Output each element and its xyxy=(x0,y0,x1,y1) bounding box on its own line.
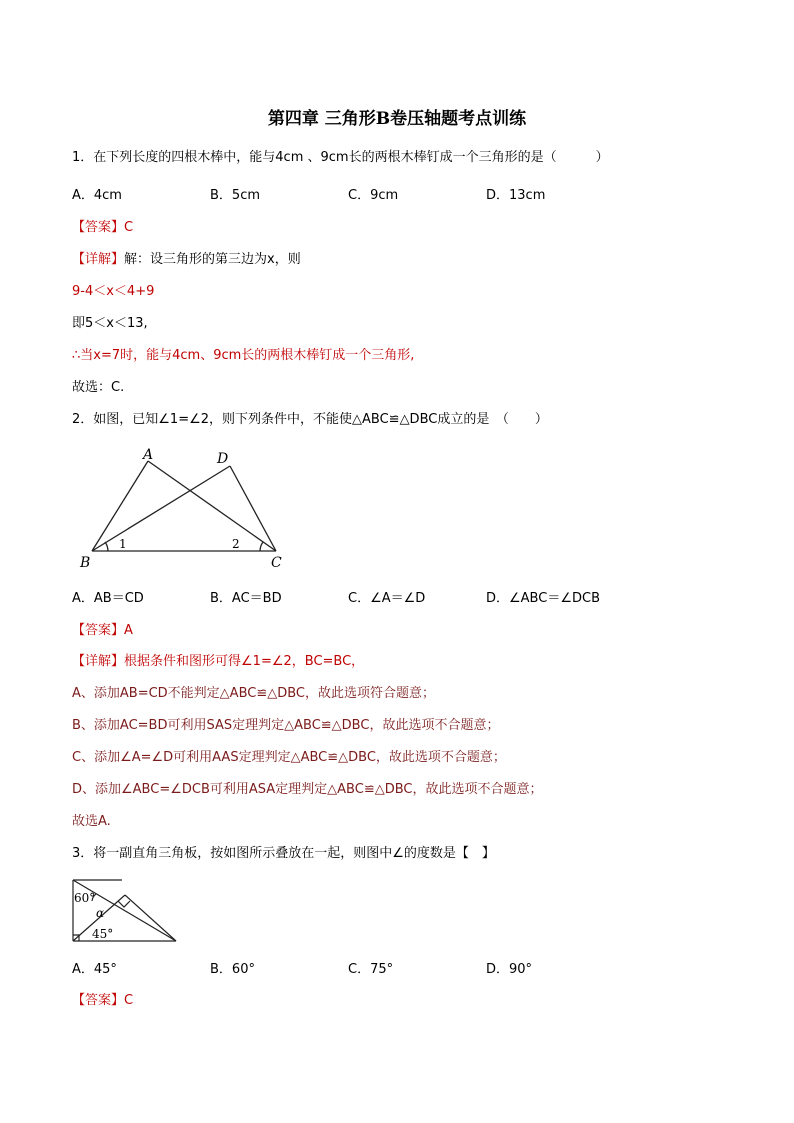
q2-angle-1-arc xyxy=(105,542,108,551)
q3-label-45: 45° xyxy=(92,927,114,941)
q1-option-c: C．9cm xyxy=(348,188,399,203)
q1-answer-value: C xyxy=(124,220,134,235)
q3-label-60: 60° xyxy=(74,891,96,905)
q1-detail-line-3: 即5＜x＜13, xyxy=(72,316,148,331)
q3-label-alpha: α xyxy=(96,906,105,920)
q2-triangle-figure xyxy=(72,440,302,575)
q2-label-c: C xyxy=(271,555,282,571)
q2-detail-line-6: 故选A. xyxy=(72,814,111,829)
q2-label-a: A xyxy=(143,447,154,463)
q3-set-squares-figure xyxy=(70,874,182,946)
q2-answer xyxy=(72,622,133,640)
q2-label-angle-2: 2 xyxy=(232,537,240,551)
q1-option-d: D．13cm xyxy=(486,188,546,203)
q2-label-angle-1: 1 xyxy=(119,537,127,551)
q3-answer-tag: 【答案】 xyxy=(72,993,125,1008)
q2-option-b: B．AC＝BD xyxy=(210,591,282,606)
q2-detail-line-4: C、添加∠A=∠D可利用AAS定理判定△ABC≌△DBC，故此选项不合题意； xyxy=(72,750,506,765)
q3-option-b: B．60° xyxy=(210,962,255,977)
q3-option-d: D．90° xyxy=(486,962,533,977)
q2-label-d: D xyxy=(217,451,229,467)
q1-option-b: B．5cm xyxy=(210,188,261,203)
q1-detail-line-2: 9-4＜x＜4+9 xyxy=(72,284,155,299)
q1-answer xyxy=(72,219,133,237)
q2-option-a: A．AB＝CD xyxy=(72,591,144,606)
q2-detail-tag: 【详解】 xyxy=(72,654,125,669)
q3-short-edge xyxy=(125,895,176,941)
page-title: 第四章 三角形B卷压轴题考点训练 xyxy=(267,109,527,129)
q2-stem: 2．如图，已知∠1=∠2，则下列条件中，不能使△ABC≌△DBC成立的是 （ ） xyxy=(72,412,548,427)
q2-detail-text: 根据条件和图形可得∠1=∠2，BC=BC， xyxy=(124,654,365,669)
q1-stem: 1．在下列长度的四根木棒中，能与4cm 、9cm长的两根木棒钉成一个三角形的是（ ） xyxy=(72,150,609,165)
q3-right-angle-mark-top xyxy=(118,901,130,907)
q2-answer-tag: 【答案】 xyxy=(72,623,125,638)
q2-option-c: C．∠A＝∠D xyxy=(348,591,426,606)
q1-detail-line-1 xyxy=(72,251,301,269)
q2-segment-ac xyxy=(148,461,276,551)
q2-detail-line-3: B、添加AC=BD可利用SAS定理判定△ABC≌△DBC，故此选项不合题意； xyxy=(72,718,500,733)
q2-angle-2-arc xyxy=(260,542,263,551)
q1-detail-line-4: ∴当x=7时，能与4cm、9cm长的两根木棒钉成一个三角形, xyxy=(72,348,415,363)
q2-detail-line-5: D、添加∠ABC=∠DCB可利用ASA定理判定△ABC≌△DBC，故此选项不合题意； xyxy=(72,782,543,797)
q2-option-d: D．∠ABC＝∠DCB xyxy=(486,591,600,606)
q1-option-a: A．4cm xyxy=(72,188,122,203)
q3-answer xyxy=(72,992,133,1010)
q1-detail-text: 解：设三角形的第三边为x，则 xyxy=(124,252,301,267)
q3-option-a: A．45° xyxy=(72,962,117,977)
q2-answer-value: A xyxy=(124,623,133,638)
q2-label-b: B xyxy=(80,555,91,571)
q3-option-c: C．75° xyxy=(348,962,394,977)
q3-answer-value: C xyxy=(124,993,134,1008)
q1-detail-tag: 【详解】 xyxy=(72,252,125,267)
q3-stem: 3．将一副直角三角板，按如图所示叠放在一起，则图中∠的度数是【 】 xyxy=(72,846,495,861)
q2-segment-bd xyxy=(92,466,230,551)
q1-answer-tag: 【答案】 xyxy=(72,220,125,235)
q1-detail-line-5: 故选：C. xyxy=(72,380,125,395)
q2-detail-line-1 xyxy=(72,653,364,671)
q3-hypotenuse-30-60 xyxy=(73,880,176,941)
q2-detail-line-2: A、添加AB=CD不能判定△ABC≌△DBC，故此选项符合题意； xyxy=(72,686,436,701)
